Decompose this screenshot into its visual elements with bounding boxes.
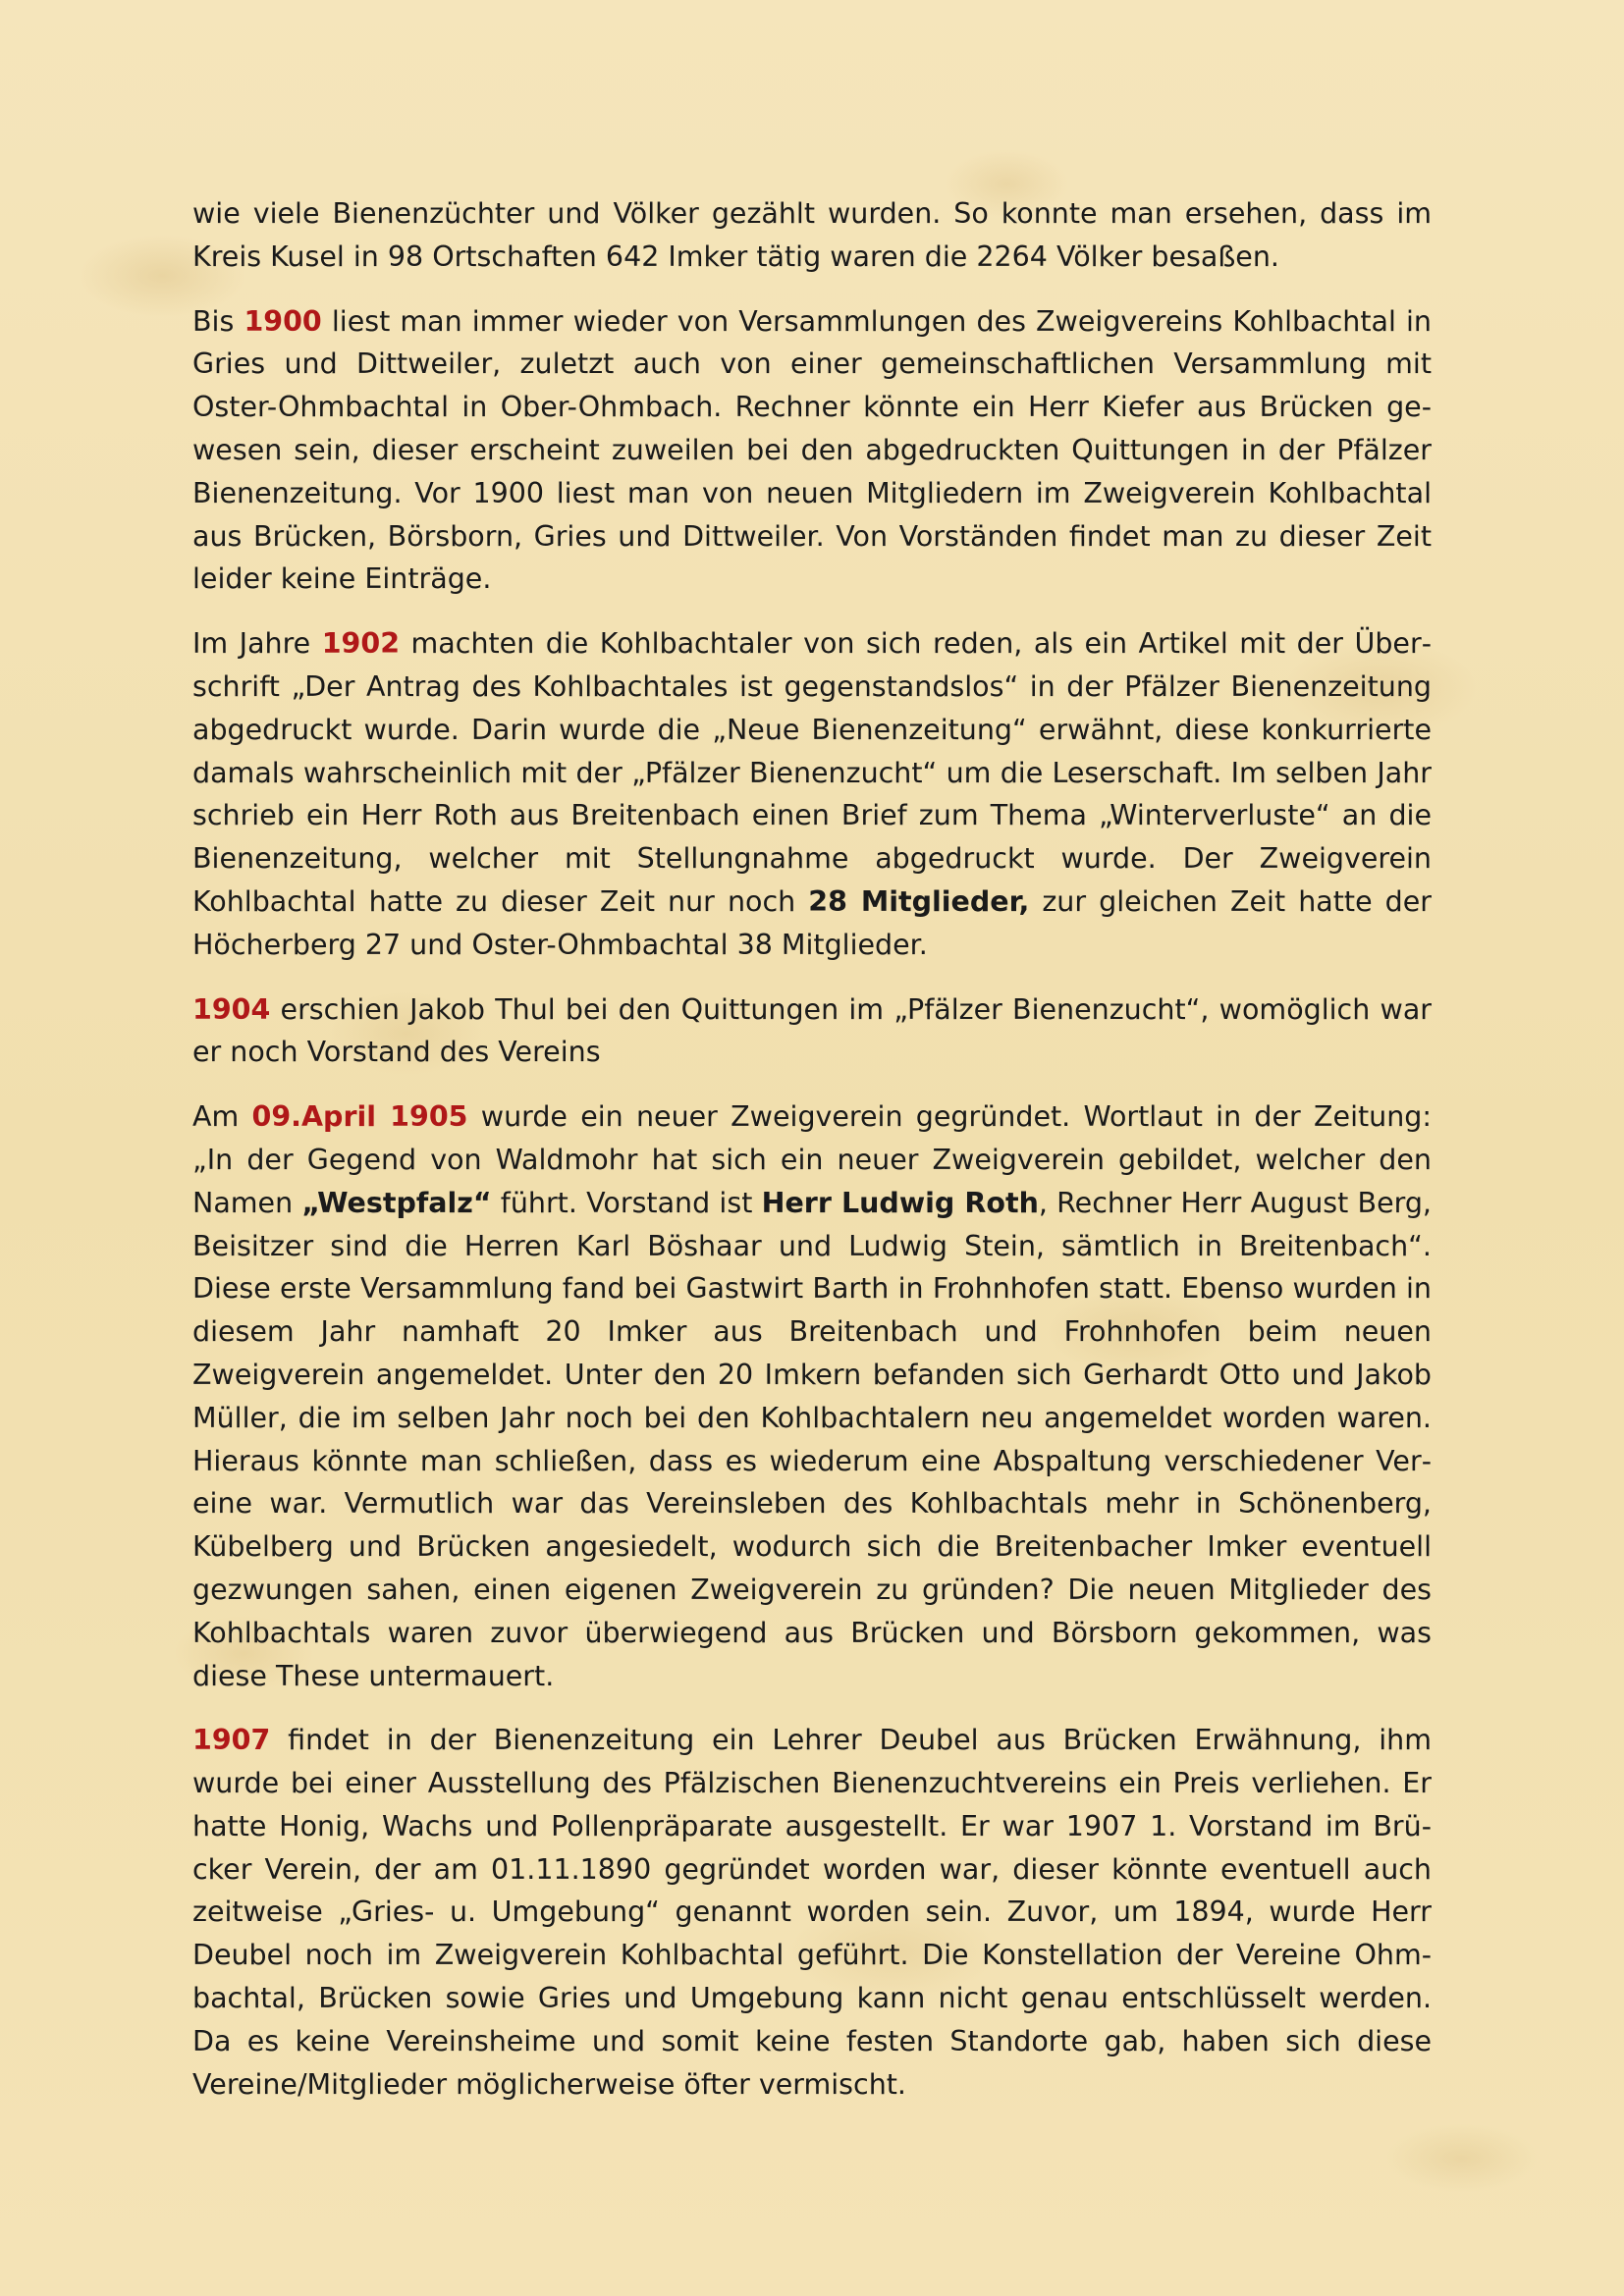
body-text: führt. Vorstand ist [491, 1186, 762, 1219]
bold-text: Herr Ludwig Roth [761, 1186, 1039, 1219]
paragraph-1907 [192, 1719, 1432, 2106]
body-text: erschien Jakob Thul bei den Quittungen im „Pfälzer Bienenzucht“, womöglich war er noch Vorstand des Vereins [192, 992, 1432, 1069]
body-text: , Rechner Herr August Berg, Beisitzer sind die Herren Karl Böshaar und Ludwig Stein, sämtlich in Breitenbach“. Diese erste Versammlung fand bei Gastwirt Barth in Frohnhofen statt. Ebenso wurden in diesem Jahr namhaft 20 Imker aus Breitenbach und Frohnhofen beim neuen Zweigverein angemeldet. Unter den 20 Imkern befanden sich Gerhardt Otto und Jakob Müller, die im selben Jahr noch bei den Kohlbachtalern neu angemeldet worden waren. Hieraus könnte man schließen, dass es wiederum eine Abspaltung verschiedener Vereine war. Vermutlich war das Vereinsleben des Kohlbachtals mehr in Schönenberg, Kübelberg und Brücken angesiedelt, wodurch sich die Breitenbacher Imker eventuell gezwungen sahen, einen eigenen Zweigverein zu gründen? Die neuen Mitglieder des Kohlbachtals waren zuvor überwiegend aus Brücken und Börsborn gekommen, was diese These untermauert. [192, 1186, 1432, 1692]
body-text: Im Jahre [192, 627, 322, 661]
body-text: wurde ein neuer Zweigverein gegründet. Wortlaut in der Zeitung: „In der Gegend von Waldmohr hat sich ein neuer Zweigverein gebildet, welcher den Namen [192, 1100, 1432, 1219]
paragraph-census [192, 192, 1432, 279]
year-highlight: 1904 [192, 992, 271, 1026]
body-text: machten die Kohlbachtaler von sich reden, als ein Artikel mit der Überschrift „Der Antrag des Kohlbachtales ist gegenstandslos“ in der Pfälzer Bienenzeitung abgedruckt wurde. Darin wurde die „Neue Bienenzeitung“ erwähnt, diese konkurrierte damals wahrscheinlich mit der „Pfälzer Bienenzucht“ um die Leserschaft. Im selben Jahr schrieb ein Herr Roth aus Breitenbach einen Brief zum Thema „Winterverluste“ an die Bienenzeitung, welcher mit Stellungnahme abgedruckt wurde. Der Zweigverein Kohlbachtal hatte zu dieser Zeit nur noch [192, 627, 1432, 918]
paragraph-1904 [192, 988, 1432, 1075]
year-highlight: 1907 [192, 1724, 271, 1757]
bold-text: 28 Mitglieder, [808, 884, 1030, 918]
year-highlight: 1902 [321, 627, 401, 661]
paragraph-1905 [192, 1095, 1432, 1697]
year-highlight: 09.April 1905 [251, 1100, 468, 1134]
body-text: zur gleichen Zeit hatte der Höcherberg 27 und Oster-Ohmbachtal 38 Mitglieder. [192, 884, 1433, 961]
body-text: Am [192, 1100, 252, 1134]
paragraph-1902 [192, 622, 1432, 966]
body-text: findet in der Bienenzeitung ein Lehrer Deubel aus Brücken Erwähnung, ihm wurde bei einer Ausstellung des Pfälzischen Bienenzuchtvereins ein Preis verliehen. Er hatte Honig, Wachs und Pollenpräparate ausgestellt. Er war 1907 1. Vorstand im Brücker Verein, der am 01.11.1890 gegründet worden war, dieser könnte eventuell auch zeitweise „Gries- u. Umgebung“ genannt worden sein. Zuvor, um 1894, wurde Herr Deubel noch im Zweigverein Kohlbachtal geführt. Die Konstellation der Vereine Ohmbachtal, Brücken sowie Gries und Umgebung kann nicht genau entschlüsselt werden. Da es keine Vereinsheime und somit keine festen Standorte gab, haben sich diese Vereine/Mitglieder möglicherweise öfter vermischt. [192, 1724, 1432, 2101]
bold-text: „Westpfalz“ [301, 1186, 492, 1219]
body-text: liest man immer wieder von Versammlungen des Zweigvereins Kohlbachtal in Gries und Dittweiler, zuletzt auch von einer gemeinschaftlichen Versammlung mit Oster-Ohmbachtal in Ober-Ohmbach. Rechner könnte ein Herr Kiefer aus Brücken gewesen sein, dieser erscheint zuweilen bei den abgedruckten Quittungen in der Pfälzer Bienenzeitung. Vor 1900 liest man von neuen Mitgliedern im Zweigverein Kohlbachtal aus Brücken, Börsborn, Gries und Dittweiler. Von Vorständen findet man zu dieser Zeit leider keine Einträge. [192, 304, 1432, 596]
paragraph-1900 [192, 300, 1432, 602]
document-body [192, 192, 1432, 2127]
year-highlight: 1900 [244, 304, 322, 338]
body-text: Bis [192, 304, 244, 338]
body-text: wie viele Bienenzüchter und Völker gezählt wurden. So konnte man ersehen, dass im Kreis Kusel in 98 Ortschaften 642 Imker tätig waren die 2264 Völker besaßen. [192, 197, 1432, 273]
